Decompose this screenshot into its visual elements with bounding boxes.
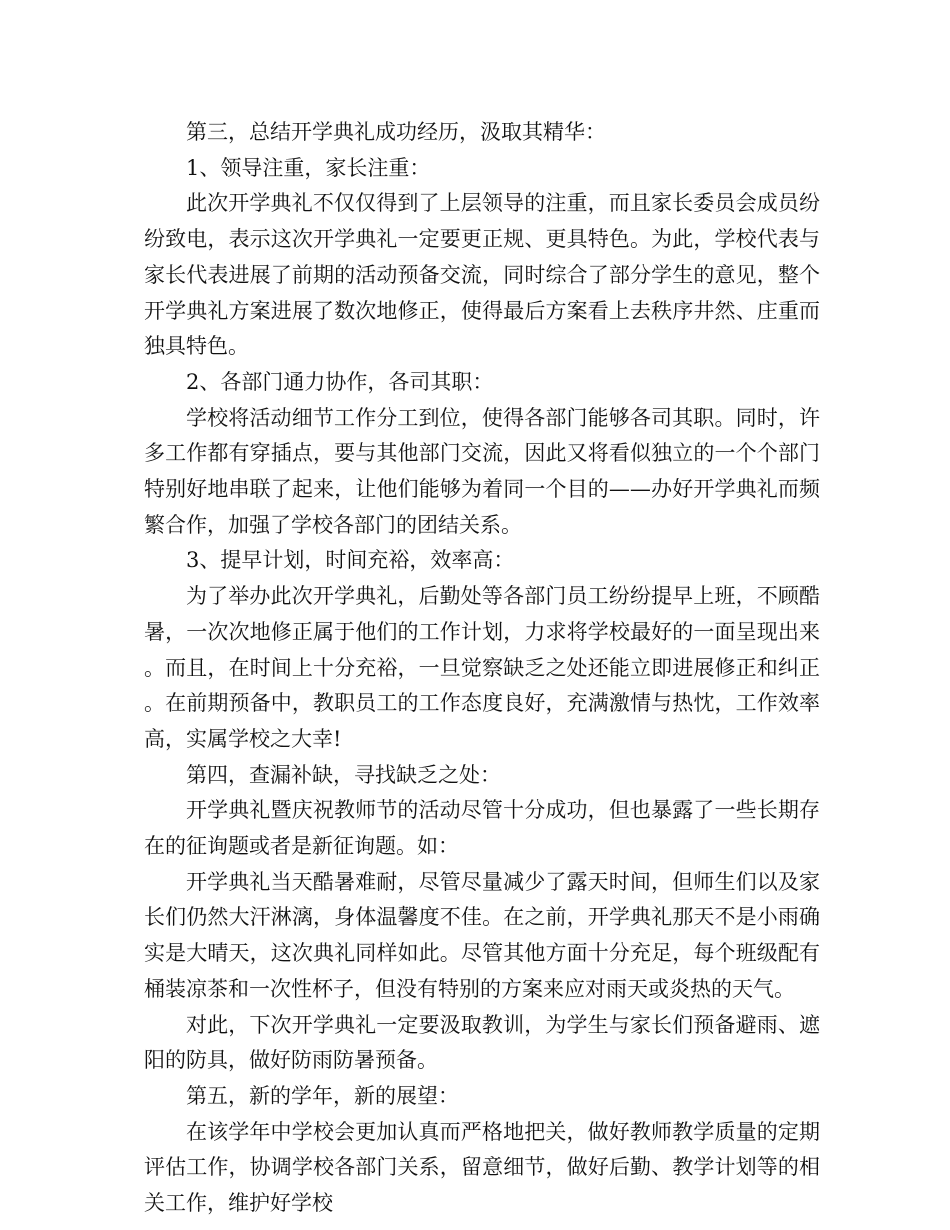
paragraph-problems-intro: 开学典礼暨庆祝教师节的活动尽管十分成功，但也暴露了一些长期存在的征询题或者是新征询题。如： — [144, 798, 820, 859]
document-body — [144, 115, 820, 1222]
paragraph-leadership: 此次开学典礼不仅仅得到了上层领导的注重，而且家长委员会成员纷纷致电，表示这次开学典礼一定要更正规、更具特色。为此，学校代表与家长代表进展了前期的活动预备交流，同时综合了部分学生的意见，整个开学典礼方案进展了数次地修正，使得最后方案看上去秩序井然、庄重而独具特色。 — [144, 191, 820, 359]
section-heading-five: 第五，新的学年，新的展望： — [186, 1083, 459, 1108]
paragraph-lessons: 对此，下次开学典礼一定要汲取教训，为学生与家长们预备避雨、遮阳的防具，做好防雨防暑预备。 — [144, 1012, 820, 1073]
paragraph-outlook: 在该学年中学校会更加认真而严格地把关，做好教师教学质量的定期评估工作，协调学校各部门关系，留意细节，做好后勤、教学计划等的相关工作，维护好学校 — [144, 1119, 820, 1216]
subheading-planning: 3、提早计划，时间充裕，效率高： — [186, 548, 515, 573]
subheading-cooperation: 2、各部门通力协作，各司其职： — [186, 369, 494, 394]
paragraph-planning: 为了举办此次开学典礼，后勤处等各部门员工纷纷提早上班，不顾酷暑，一次次地修正属于他们的工作计划，力求将学校最好的一面呈现出来。而且，在时间上十分充裕，一旦觉察缺乏之处还能立即进展修正和纠正。在前期预备中，教职员工的工作态度良好，充满激情与热忱，工作效率高，实属学校之大幸! — [144, 584, 820, 751]
paragraph-weather: 开学典礼当天酷暑难耐，尽管尽量减少了露天时间，但师生们以及家长们仍然大汗淋漓，身体温馨度不佳。在之前，开学典礼那天不是小雨确实是大晴天，这次典礼同样如此。尽管其他方面十分充足，每个班级配有桶装凉茶和一次性杯子，但没有特别的方案来应对雨天或炎热的天气。 — [144, 869, 820, 1001]
section-heading-three: 第三，总结开学典礼成功经历，汲取其精华： — [186, 120, 606, 144]
subheading-leadership: 1、领导注重，家长注重： — [186, 155, 431, 180]
paragraph-cooperation: 学校将活动细节工作分工到位，使得各部门能够各司其职。同时，许多工作都有穿插点，要与其他部门交流，因此又将看似独立的一个个部门特别好地串联了起来，让他们能够为着同一个目的——办好开学典礼而频繁合作，加强了学校各部门的团结关系。 — [144, 405, 820, 537]
section-heading-four: 第四，查漏补缺，寻找缺乏之处： — [186, 762, 501, 787]
